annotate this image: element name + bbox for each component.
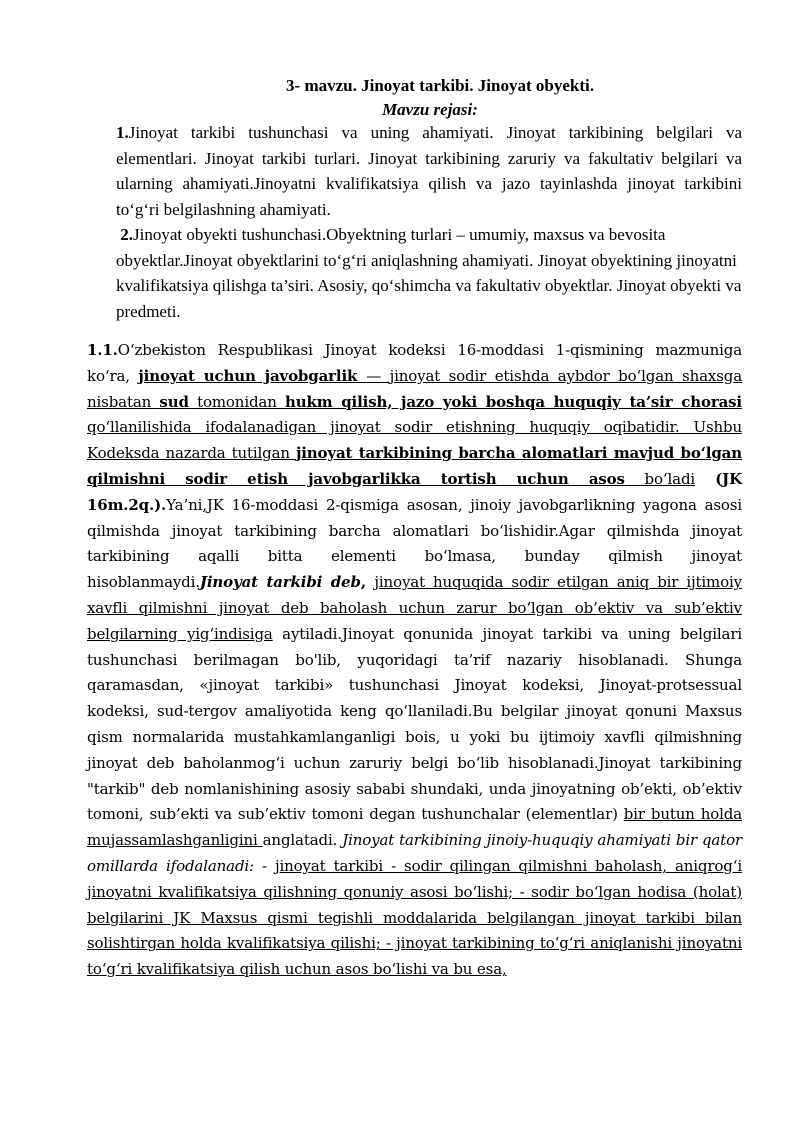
term-sud: sud xyxy=(159,392,189,411)
plan-item-1-text: Jinoyat tarkibi tushunchasi va uning ahamiyati. Jinoyat tarkibining belgilari va elementlari. Jinoyat tarkibi turlari. Jinoyat tarkibining zaruriy va fakultativ belgilari va ularning ahamiyati.Jinoyatni kvalifikatsiya qilish va jazo tayinlashda jinoyat tarkibini to‘g‘ri belgilashning ahamiyati. xyxy=(116,123,742,219)
definition-text-3: qo‘llanilishida ifodalanadigan jinoyat sodir etishning huquqiy oqibatidir. Ushbu Kodeksda nazarda tutilgan xyxy=(87,418,742,463)
main-paragraph xyxy=(87,338,742,983)
body-text-1: O‘zbekiston Respublikasi Jinoyat kodeksi 16-moddasi 1-qismining mazmuniga ko‘ra, xyxy=(87,341,742,385)
article-reference: (JK 16m.2q.). xyxy=(87,469,743,514)
body-text-3: aytiladi.Jinoyat qonunida jinoyat tarkibi va uning belgilari tushunchasi berilmagan bo'lib, yuqoridagi ta’rif nazariy hisoblanadi. Shunga qaramasdan, «jinoyat tarkibi» tushunchasi Jinoyat kodeksi, Jinoyat-protsessual kodeksi, sud-tergov amaliyotida keng qo‘llaniladi.Bu belgilar jinoyat qonuni Maxsus qism normalarida mustahkamlanganligi bois, u yoki bu ijtimoiy xavfli qilmishning jinoyat deb baholanmog‘i uchun zaruriy belgi bo‘lib hisoblanadi.Jinoyat tarkibining "tarkib" deb nomlanishining asosiy sababi shundaki, unda jinoyatning ob’ekti, ob’ektiv tomoni, sub’ekti va sub’ektiv tomoni degan tushunchalar (elementlar) xyxy=(87,624,742,824)
term-jinoyat-tarkibi-deb: Jinoyat tarkibi deb xyxy=(199,573,361,592)
plan-item-2 xyxy=(116,222,742,324)
italic-statement: Jinoyat tarkibining jinoiy-huquqiy ahamiyati bir qator omillarda ifodalanadi: xyxy=(87,831,742,875)
plan-item-1 xyxy=(116,120,742,222)
lecture-title: 3- mavzu. Jinoyat tarkibi. Jinoyat obyekti. xyxy=(286,76,594,95)
term-hukm-qilish: hukm qilish, jazo yoki boshqa huquqiy ta’sir chorasi xyxy=(285,392,742,411)
plan-heading: Mavzu rejasi: xyxy=(382,100,478,119)
section-number: 1.1. xyxy=(87,341,118,359)
definition-jinoyat-tarkibi: jinoyat huquqida sodir etilgan aniq bir ijtimoiy xavfli qilmishni jinoyat deb baholash uchun zarur bo‘lgan ob’ektiv va sub’ektiv belgilarning yig‘indisiga xyxy=(87,573,742,643)
list-dash: - xyxy=(253,856,276,875)
definition-text-1: jinoyat sodir etishda aybdor bo‘lgan shaxsga nisbatan xyxy=(87,366,742,411)
underlined-phrase: bir butun holda mujassamlashganligini xyxy=(87,805,742,850)
plan-item-1-number: 1. xyxy=(116,123,129,142)
term-jinoyat-tarkibi-alomatlari: jinoyat tarkibining barcha alomatlari mavjud bo‘lgan qilmishni sodir etish javobgarlikka tortish uchun asos xyxy=(87,444,742,488)
plan-item-2-text: Jinoyat obyekti tushunchasi.Obyektning turlari – umumiy, maxsus va bevosita obyektlar.Jinoyat obyektlarini to‘g‘ri aniqlashning ahamiyati. Jinoyat obyektining jinoyatni kvalifikatsiya qilishga ta’siri. Asosiy, qo‘shimcha va fakultativ obyektlar. Jinoyat obyekti va predmeti. xyxy=(116,225,742,321)
definition-text-2: tomonidan xyxy=(188,392,285,411)
plan-item-2-number: 2. xyxy=(120,225,133,244)
comma: , xyxy=(360,573,375,592)
dash: — xyxy=(366,366,390,385)
significance-list: jinoyat tarkibi - sodir qilingan qilmishni baholash, aniqrog‘i jinoyatni kvalifikatsiya qilishning qonuniy asosi bo‘lishi; - sodir bo‘lgan hodisa (holat) belgilarini JK Maxsus qismi tegishli moddalarida belgilangan jinoyat tarkibi bilan solishtirgan holda kvalifikatsiya qilishi; - jinoyat tarkibining to‘g‘ri aniqlanishi jinoyatni to‘g‘ri kvalifikatsiya qilish uchun asos bo‘lishi va bu esa, xyxy=(87,856,743,979)
definition-text-4: bo‘ladi xyxy=(624,469,696,488)
body-text-2: Ya’ni,JK 16-moddasi 2-qismiga asosan, jinoiy javobgarlikning yagona asosi qilmishda jinoyat tarkibining barcha alomatlari bo‘lishidir.Agar qilmishda jinoyat tarkibining aqalli bitta elementi bo‘lmasa, bunday qilmish jinoyat hisoblanmaydi. xyxy=(87,495,742,592)
body-text-4: anglatadi. xyxy=(262,831,343,850)
term-jinoyat-uchun-javobgarlik: jinoyat uchun javobgarlik xyxy=(138,366,367,385)
